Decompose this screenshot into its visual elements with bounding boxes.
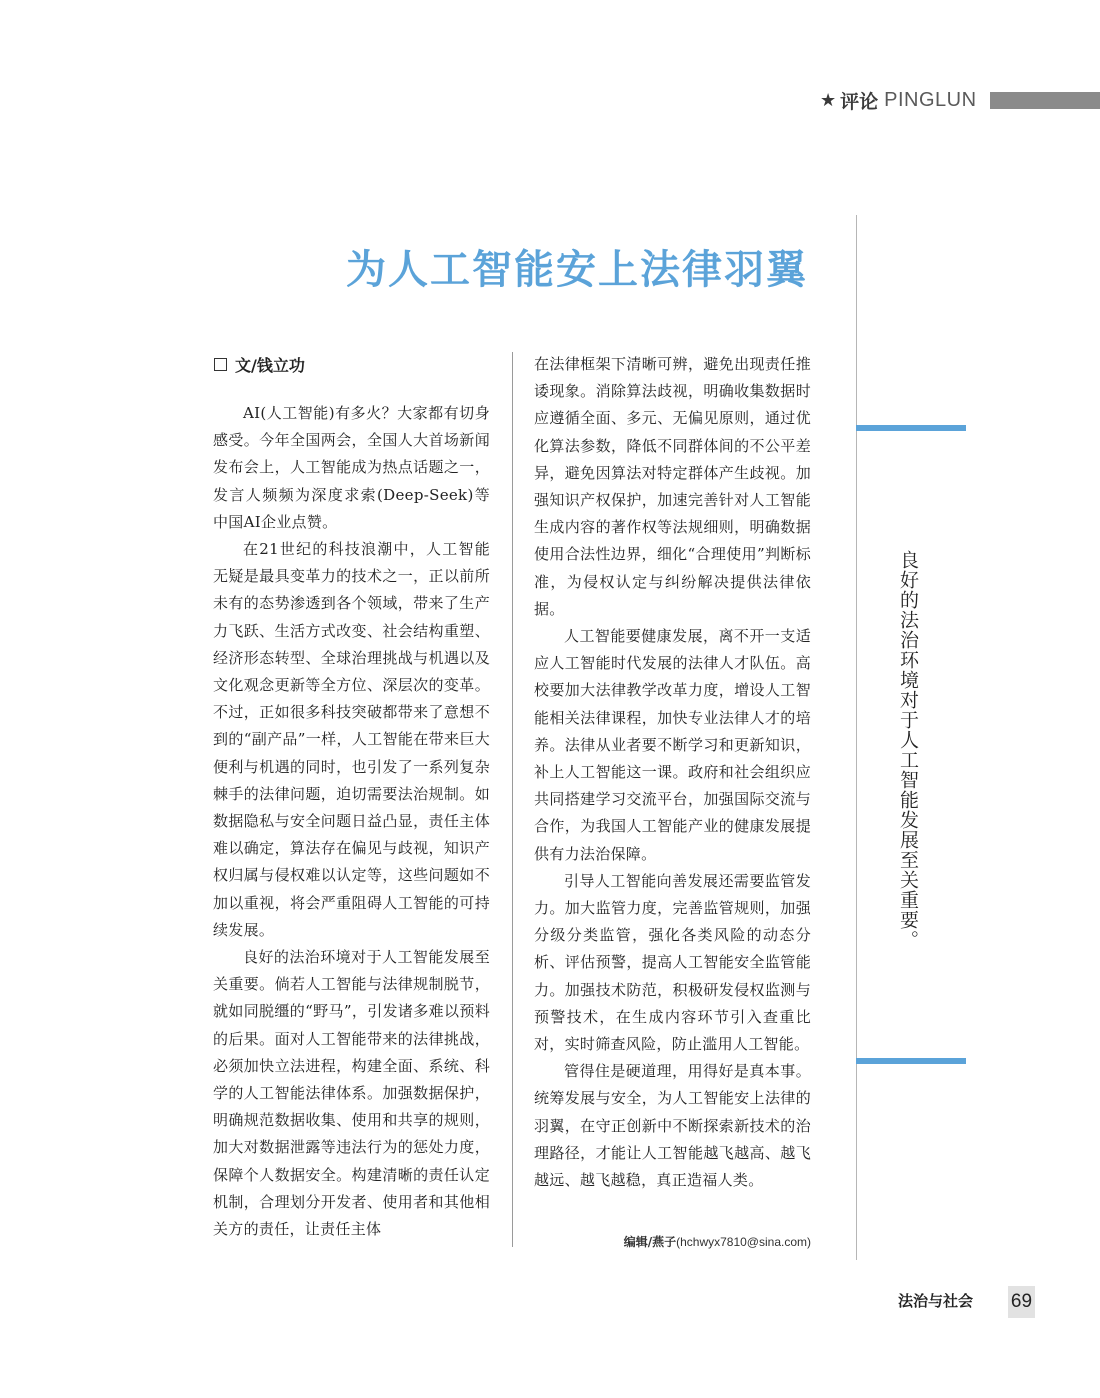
right-margin-rule — [856, 215, 857, 1260]
paragraph: 人工智能要健康发展，离不开一支适应人工智能时代发展的法律人才队伍。高校要加大法律教学改革力度，增设人工智能相关法律课程，加快专业法律人才的培养。法律从业者要不断学习和更新知识，补上人工智能这一课。政府和社会组织应共同搭建学习交流平台，加强国际交流与合作，为我国人工智能产业的健康发展提供有力法治保障。 — [534, 627, 811, 863]
editor-email: (hchwyx7810@sina.com) — [676, 1235, 811, 1249]
footer-magazine-name: 法治与社会 — [898, 1292, 974, 1310]
section-title-en: PINGLUN — [884, 88, 977, 111]
editor-credit — [534, 1233, 811, 1250]
section-header — [820, 86, 1100, 114]
pull-quote: 良好的法治环境对于人工智能发展至关重要。 — [897, 550, 919, 950]
paragraph: 在21世纪的科技浪潮中，人工智能无疑是最具变革力的技术之一，正以前所未有的态势渗透到各个领域，带来了生产力飞跃、生活方式改变、社会结构重塑、经济形态转型、全球治理挑战与机遇以及文化观念更新等全方位、深层次的变革。不过，正如很多科技突破都带来了意想不到的“副产品”一样，人工智能在带来巨大便利与机遇的同时，也引发了一系列复杂棘手的法律问题，迫切需要法治规制。如数据隐私与安全问题日益凸显，责任主体难以确定，算法存在偏见与歧视，知识产权归属与侵权难以认定等，这些问题如不加以重视，将会严重阻碍人工智能的可持续发展。 — [213, 540, 490, 939]
paragraph: AI(人工智能)有多火？大家都有切身感受。今年全国两会，全国人大首场新闻发布会上，人工智能成为热点话题之一，发言人频频为深度求索(Deep-Seek)等中国AI企业点赞。 — [213, 404, 490, 531]
article-title: 为人工智能安上法律羽翼 — [346, 247, 808, 293]
paragraph-continued: 在法律框架下清晰可辨，避免出现责任推诿现象。消除算法歧视，明确收集数据时应遵循全面、多元、无偏见原则，通过优化算法参数，降低不同群体间的不公平差异，避免因算法对特定群体产生歧视。加强知识产权保护，加速完善针对人工智能生成内容的著作权等法规细则，明确数据使用合法性边界，细化“合理使用”判断标准，为侵权认定与纠纷解决提供法律依据。 — [534, 355, 811, 618]
footer-page-number: 69 — [1008, 1286, 1035, 1318]
section-header-bar — [990, 92, 1100, 109]
left-column — [213, 400, 490, 1243]
star-icon: ★ — [820, 89, 837, 111]
paragraph: 良好的法治环境对于人工智能发展至关重要。倘若人工智能与法律规制脱节，就如同脱缰的“野马”，引发诸多难以预料的后果。面对人工智能带来的法律挑战，必须加快立法进程，构建全面、系统、科学的人工智能法律体系。加强数据保护，明确规范数据收集、使用和共享的规则，加大对数据泄露等违法行为的惩处力度，保障个人数据安全。构建清晰的责任认定机制，合理划分开发者、使用者和其他相关方的责任，让责任主体 — [213, 948, 490, 1239]
accent-bar-bottom — [856, 1058, 966, 1064]
editor-label: 编辑/燕子 — [623, 1235, 677, 1249]
accent-bar-top — [856, 425, 966, 431]
paragraph: 管得住是硬道理，用得好是真本事。统筹发展与安全，为人工智能安上法律的羽翼，在守正创新中不断探索新技术的治理路径，才能让人工智能越飞越高、越飞越远、越飞越稳，真正造福人类。 — [534, 1062, 811, 1190]
right-column — [534, 351, 811, 1194]
byline — [214, 352, 305, 376]
byline-box-icon — [214, 358, 227, 371]
paragraph: 引导人工智能向善发展还需要监管发力。加大监管力度，完善监管规则，加强分级分类监管，强化各类风险的动态分析、评估预警，提高人工智能安全监管能力。加强技术防范，积极研发侵权监测与预警技术，在生成内容环节引入查重比对，实时筛查风险，防止滥用人工智能。 — [534, 871, 811, 1054]
section-title-cn: 评论 — [840, 90, 879, 113]
column-divider — [512, 352, 513, 1247]
byline-author: 文/钱立功 — [235, 355, 305, 375]
